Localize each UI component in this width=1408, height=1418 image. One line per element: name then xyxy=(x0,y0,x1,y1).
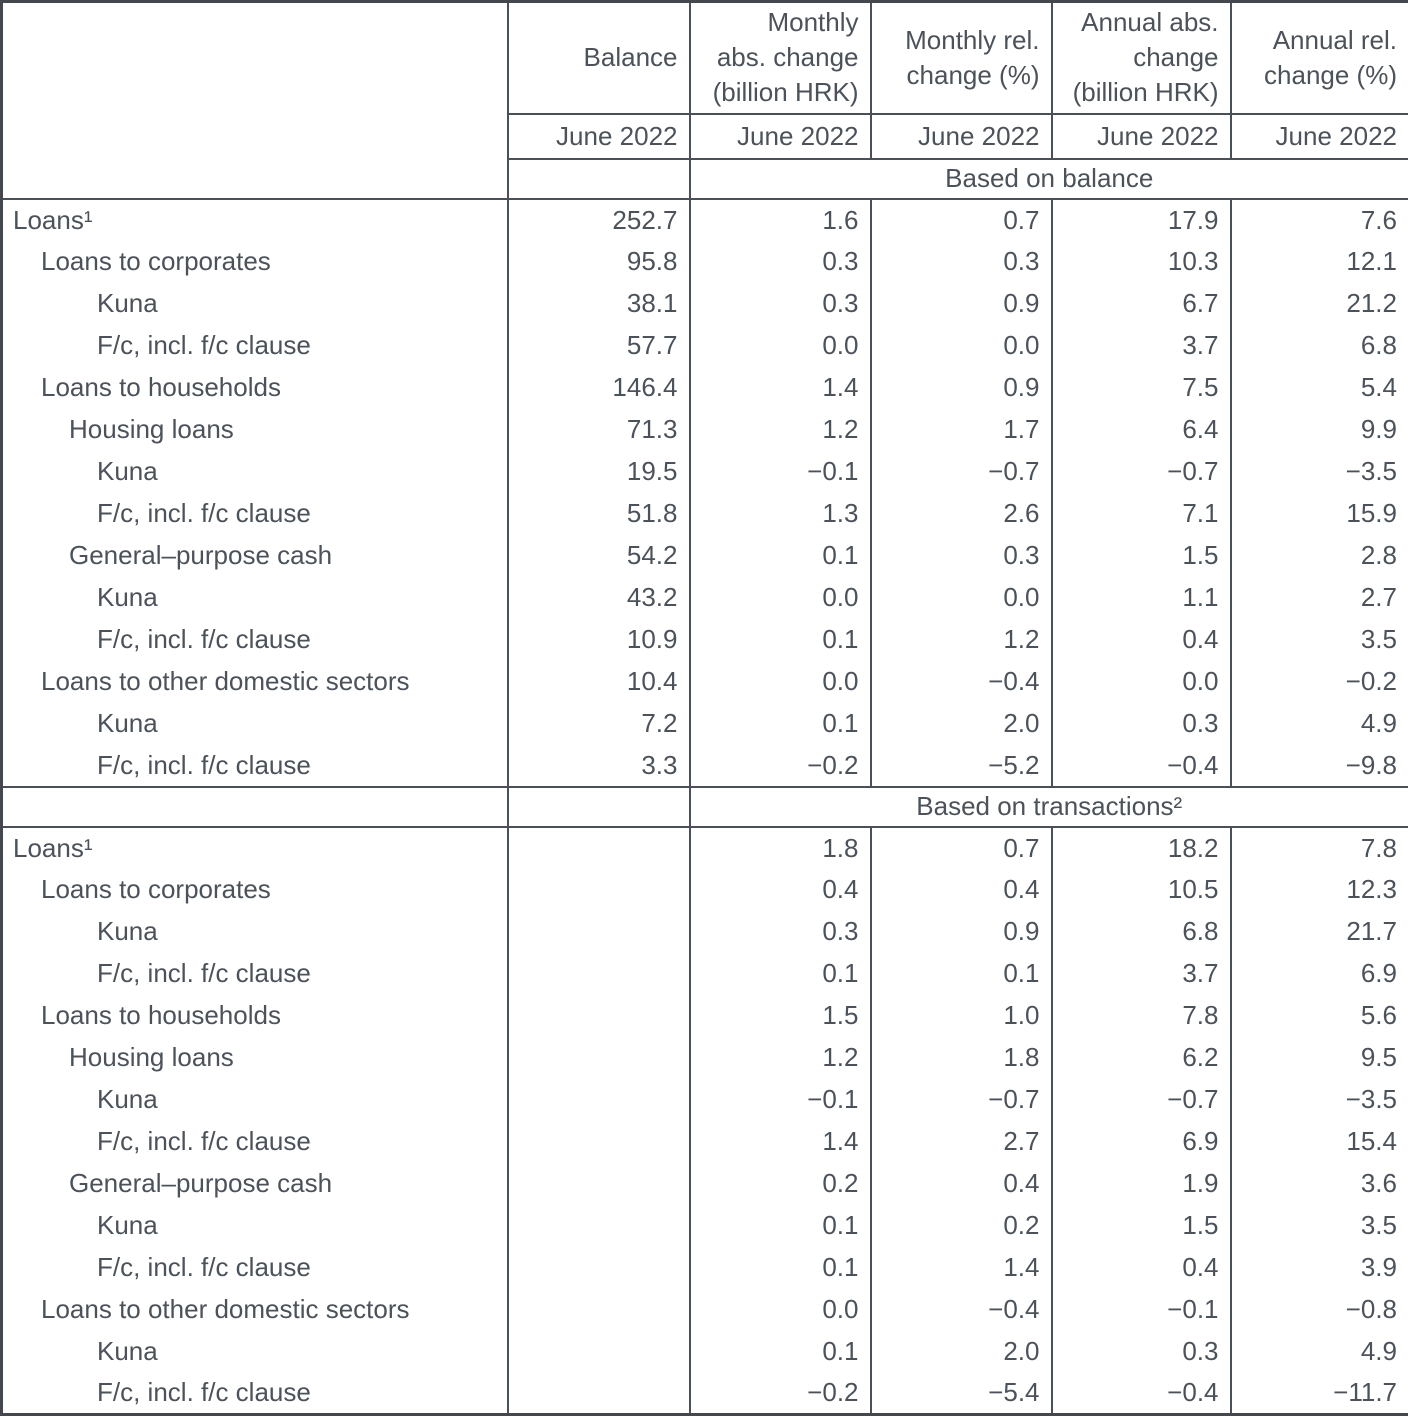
table-row xyxy=(2,535,1408,577)
row-label: Kuna xyxy=(97,288,158,318)
row-label: Loans to corporates xyxy=(41,246,271,276)
value-cell: 38.1 xyxy=(508,283,690,325)
column-header-row xyxy=(2,2,1408,114)
value-cell: 6.9 xyxy=(1231,953,1408,995)
value-cell: 17.9 xyxy=(1052,199,1231,241)
value-cell: 95.8 xyxy=(508,241,690,283)
table-row xyxy=(2,577,1408,619)
value-cell: 7.8 xyxy=(1231,827,1408,869)
section-band-row xyxy=(2,787,1408,827)
value-cell: 3.5 xyxy=(1231,1205,1408,1247)
value-cell: 6.2 xyxy=(1052,1037,1231,1079)
table-row xyxy=(2,1247,1408,1289)
value-cell: 1.4 xyxy=(690,1121,871,1163)
value-cell: 18.2 xyxy=(1052,827,1231,869)
value-cell: 1.8 xyxy=(871,1037,1052,1079)
value-cell: 0.4 xyxy=(1052,619,1231,661)
value-cell: 2.7 xyxy=(871,1121,1052,1163)
value-cell: −3.5 xyxy=(1231,451,1408,493)
period-cell: June 2022 xyxy=(871,114,1052,159)
value-cell: 1.6 xyxy=(690,199,871,241)
row-label-header-empty xyxy=(2,2,508,159)
value-cell: 0.1 xyxy=(690,535,871,577)
value-cell xyxy=(508,1331,690,1373)
value-cell: 0.0 xyxy=(690,577,871,619)
value-cell: 0.3 xyxy=(690,283,871,325)
value-cell xyxy=(508,995,690,1037)
value-cell xyxy=(508,911,690,953)
section-band-label: Based on balance xyxy=(690,159,1408,199)
value-cell: 5.6 xyxy=(1231,995,1408,1037)
value-cell: 0.2 xyxy=(690,1163,871,1205)
value-cell: 0.1 xyxy=(690,1205,871,1247)
value-cell xyxy=(508,827,690,869)
value-cell: 1.7 xyxy=(871,409,1052,451)
table-row xyxy=(2,703,1408,745)
period-cell: June 2022 xyxy=(1052,114,1231,159)
header-line: Balance xyxy=(583,42,678,73)
section-band-label: Based on transactions² xyxy=(690,787,1408,827)
value-cell: 0.4 xyxy=(1052,1247,1231,1289)
row-label: Loans to other domestic sectors xyxy=(41,1294,410,1324)
table-row xyxy=(2,953,1408,995)
value-cell: 9.5 xyxy=(1231,1037,1408,1079)
header-line: change (%) xyxy=(906,59,1040,90)
value-cell xyxy=(508,1121,690,1163)
value-cell: −0.1 xyxy=(690,1079,871,1121)
value-cell: 0.3 xyxy=(871,241,1052,283)
value-cell: 1.8 xyxy=(690,827,871,869)
period-cell: June 2022 xyxy=(1231,114,1408,159)
row-label: Kuna xyxy=(97,582,158,612)
table-row xyxy=(2,451,1408,493)
section-band-row xyxy=(2,159,1408,199)
value-cell: 0.9 xyxy=(871,911,1052,953)
value-cell: −5.2 xyxy=(871,745,1052,787)
value-cell: 10.4 xyxy=(508,661,690,703)
value-cell: 0.7 xyxy=(871,199,1052,241)
value-cell: 21.2 xyxy=(1231,283,1408,325)
table-row xyxy=(2,1289,1408,1331)
value-cell: 3.6 xyxy=(1231,1163,1408,1205)
value-cell: 0.1 xyxy=(690,1331,871,1373)
table-row xyxy=(2,493,1408,535)
value-cell: 0.0 xyxy=(690,325,871,367)
value-cell: 15.9 xyxy=(1231,493,1408,535)
header-line: change xyxy=(1133,42,1219,73)
value-cell: 54.2 xyxy=(508,535,690,577)
value-cell: 3.5 xyxy=(1231,619,1408,661)
value-cell: 0.4 xyxy=(690,869,871,911)
value-cell: 3.9 xyxy=(1231,1247,1408,1289)
value-cell: 12.3 xyxy=(1231,869,1408,911)
value-cell: 7.5 xyxy=(1052,367,1231,409)
value-cell: 146.4 xyxy=(508,367,690,409)
value-cell: 0.1 xyxy=(690,953,871,995)
value-cell: 0.1 xyxy=(690,1247,871,1289)
row-label: General–purpose cash xyxy=(69,540,333,570)
header-line: (billion HRK) xyxy=(712,77,859,108)
value-cell xyxy=(508,1037,690,1079)
value-cell: 2.6 xyxy=(871,493,1052,535)
value-cell: −0.2 xyxy=(690,1373,871,1415)
value-cell: −0.2 xyxy=(690,745,871,787)
row-label: Housing loans xyxy=(69,1042,234,1072)
value-cell: 0.9 xyxy=(871,367,1052,409)
table-row xyxy=(2,995,1408,1037)
value-cell: 7.8 xyxy=(1052,995,1231,1037)
value-cell: 6.9 xyxy=(1052,1121,1231,1163)
value-cell: 0.4 xyxy=(871,1163,1052,1205)
value-cell: 1.1 xyxy=(1052,577,1231,619)
table-row xyxy=(2,199,1408,241)
value-cell: 0.0 xyxy=(690,661,871,703)
row-label: F/c, incl. f/c clause xyxy=(97,1252,311,1282)
value-cell: 1.5 xyxy=(1052,535,1231,577)
value-cell: −0.7 xyxy=(1052,451,1231,493)
row-label: Kuna xyxy=(97,1084,158,1114)
value-cell: 2.0 xyxy=(871,703,1052,745)
value-cell: 6.8 xyxy=(1231,325,1408,367)
column-header-annual-rel-change xyxy=(1231,2,1408,114)
value-cell: 0.1 xyxy=(871,953,1052,995)
header-line: Annual abs. xyxy=(1081,7,1219,38)
row-label: Loans to corporates xyxy=(41,874,271,904)
header-line: Annual rel. xyxy=(1272,24,1397,55)
value-cell: 1.0 xyxy=(871,995,1052,1037)
table-row xyxy=(2,1079,1408,1121)
value-cell: 1.5 xyxy=(690,995,871,1037)
row-label: F/c, incl. f/c clause xyxy=(97,330,311,360)
header-line: change (%) xyxy=(1264,59,1397,90)
value-cell: 3.7 xyxy=(1052,953,1231,995)
value-cell xyxy=(508,1163,690,1205)
table-row xyxy=(2,1037,1408,1079)
value-cell: 10.3 xyxy=(1052,241,1231,283)
value-cell: −0.4 xyxy=(871,1289,1052,1331)
value-cell: 0.3 xyxy=(1052,1331,1231,1373)
value-cell xyxy=(508,1247,690,1289)
band-balance-spacer xyxy=(508,787,690,827)
value-cell: 0.0 xyxy=(690,1289,871,1331)
value-cell: 21.7 xyxy=(1231,911,1408,953)
table-row xyxy=(2,367,1408,409)
row-label: F/c, incl. f/c clause xyxy=(97,958,311,988)
value-cell: 19.5 xyxy=(508,451,690,493)
value-cell: 1.2 xyxy=(871,619,1052,661)
table-row xyxy=(2,409,1408,451)
value-cell: 6.8 xyxy=(1052,911,1231,953)
row-label: Kuna xyxy=(97,916,158,946)
value-cell: 0.1 xyxy=(690,619,871,661)
table-row xyxy=(2,1331,1408,1373)
value-cell: 0.3 xyxy=(690,241,871,283)
band-left-spacer xyxy=(2,787,508,827)
header-line: Monthly rel. xyxy=(905,24,1040,55)
value-cell: 71.3 xyxy=(508,409,690,451)
value-cell: −5.4 xyxy=(871,1373,1052,1415)
row-label: General–purpose cash xyxy=(69,1168,333,1198)
header-line: (billion HRK) xyxy=(1072,77,1219,108)
value-cell: 4.9 xyxy=(1231,1331,1408,1373)
value-cell: 1.2 xyxy=(690,409,871,451)
table-row xyxy=(2,911,1408,953)
value-cell: −0.1 xyxy=(690,451,871,493)
value-cell: −0.7 xyxy=(871,1079,1052,1121)
value-cell: −0.4 xyxy=(1052,745,1231,787)
row-label: F/c, incl. f/c clause xyxy=(2,745,508,787)
column-header-monthly-abs-change xyxy=(690,2,871,114)
value-cell: 7.1 xyxy=(1052,493,1231,535)
row-label: Loans¹ xyxy=(13,204,93,235)
period-cell: June 2022 xyxy=(690,114,871,159)
value-cell: 10.5 xyxy=(1052,869,1231,911)
row-label: Housing loans xyxy=(69,414,234,444)
value-cell: 0.9 xyxy=(871,283,1052,325)
value-cell: −0.1 xyxy=(1052,1289,1231,1331)
value-cell xyxy=(508,1289,690,1331)
table-row xyxy=(2,827,1408,869)
value-cell: −0.2 xyxy=(1231,661,1408,703)
row-label: Loans to households xyxy=(41,372,281,402)
value-cell: 1.5 xyxy=(1052,1205,1231,1247)
header-line: Monthly xyxy=(767,7,859,38)
header-line: abs. change xyxy=(716,42,859,73)
value-cell: 0.3 xyxy=(690,911,871,953)
value-cell: 7.2 xyxy=(508,703,690,745)
table-row xyxy=(2,1121,1408,1163)
table-row xyxy=(2,619,1408,661)
table-row xyxy=(2,869,1408,911)
value-cell: 4.9 xyxy=(1231,703,1408,745)
value-cell: 43.2 xyxy=(508,577,690,619)
table-row xyxy=(2,745,1408,787)
table-row xyxy=(2,1205,1408,1247)
row-label: Kuna xyxy=(97,708,158,738)
value-cell: 1.4 xyxy=(690,367,871,409)
value-cell: −0.4 xyxy=(871,661,1052,703)
value-cell: 3.3 xyxy=(508,745,690,787)
value-cell xyxy=(508,869,690,911)
value-cell: 7.6 xyxy=(1231,199,1408,241)
value-cell: −0.4 xyxy=(1052,1373,1231,1415)
value-cell xyxy=(508,1205,690,1247)
value-cell: 10.9 xyxy=(508,619,690,661)
band-balance-spacer xyxy=(508,159,690,199)
value-cell: 0.3 xyxy=(1052,703,1231,745)
value-cell: −3.5 xyxy=(1231,1079,1408,1121)
value-cell: −9.8 xyxy=(1231,745,1408,787)
value-cell: 6.4 xyxy=(1052,409,1231,451)
value-cell xyxy=(508,1373,690,1415)
period-cell: June 2022 xyxy=(508,114,690,159)
row-label: F/c, incl. f/c clause xyxy=(97,498,311,528)
value-cell: 0.3 xyxy=(871,535,1052,577)
row-label: Kuna xyxy=(97,456,158,486)
value-cell: 0.0 xyxy=(871,325,1052,367)
row-label: Kuna xyxy=(97,1210,158,1240)
table-row xyxy=(2,241,1408,283)
value-cell: −0.7 xyxy=(1052,1079,1231,1121)
value-cell: 1.9 xyxy=(1052,1163,1231,1205)
row-label: Kuna xyxy=(97,1336,158,1366)
value-cell: 2.7 xyxy=(1231,577,1408,619)
value-cell: 1.4 xyxy=(871,1247,1052,1289)
value-cell: 2.0 xyxy=(871,1331,1052,1373)
value-cell: 5.4 xyxy=(1231,367,1408,409)
value-cell: 15.4 xyxy=(1231,1121,1408,1163)
value-cell: 51.8 xyxy=(508,493,690,535)
value-cell: 0.2 xyxy=(871,1205,1052,1247)
value-cell: 57.7 xyxy=(508,325,690,367)
value-cell: 6.7 xyxy=(1052,283,1231,325)
table-row xyxy=(2,1373,1408,1415)
value-cell: 0.7 xyxy=(871,827,1052,869)
column-header-annual-abs-change xyxy=(1052,2,1231,114)
table-row xyxy=(2,1163,1408,1205)
row-label: F/c, incl. f/c clause xyxy=(97,1377,311,1408)
row-label: F/c, incl. f/c clause xyxy=(97,1126,311,1156)
band-left-spacer xyxy=(2,159,508,199)
row-label: Loans¹ xyxy=(13,832,93,863)
value-cell: 12.1 xyxy=(1231,241,1408,283)
table-row xyxy=(2,661,1408,703)
value-cell: −0.7 xyxy=(871,451,1052,493)
value-cell: 1.2 xyxy=(690,1037,871,1079)
value-cell: 3.7 xyxy=(1052,325,1231,367)
value-cell: 252.7 xyxy=(508,199,690,241)
value-cell: 0.1 xyxy=(690,703,871,745)
table-row xyxy=(2,283,1408,325)
value-cell xyxy=(508,1079,690,1121)
value-cell: 1.3 xyxy=(690,493,871,535)
value-cell: 9.9 xyxy=(1231,409,1408,451)
column-header-balance xyxy=(508,2,690,114)
value-cell xyxy=(508,953,690,995)
value-cell: 0.0 xyxy=(1052,661,1231,703)
value-cell: 0.0 xyxy=(871,577,1052,619)
row-label: Loans to other domestic sectors xyxy=(41,666,410,696)
row-label: F/c, incl. f/c clause xyxy=(97,624,311,654)
value-cell: −11.7 xyxy=(1231,1373,1408,1415)
table-row xyxy=(2,325,1408,367)
row-label: Loans to households xyxy=(41,1000,281,1030)
value-cell: 2.8 xyxy=(1231,535,1408,577)
value-cell: 0.4 xyxy=(871,869,1052,911)
value-cell: −0.8 xyxy=(1231,1289,1408,1331)
column-header-monthly-rel-change xyxy=(871,2,1052,114)
